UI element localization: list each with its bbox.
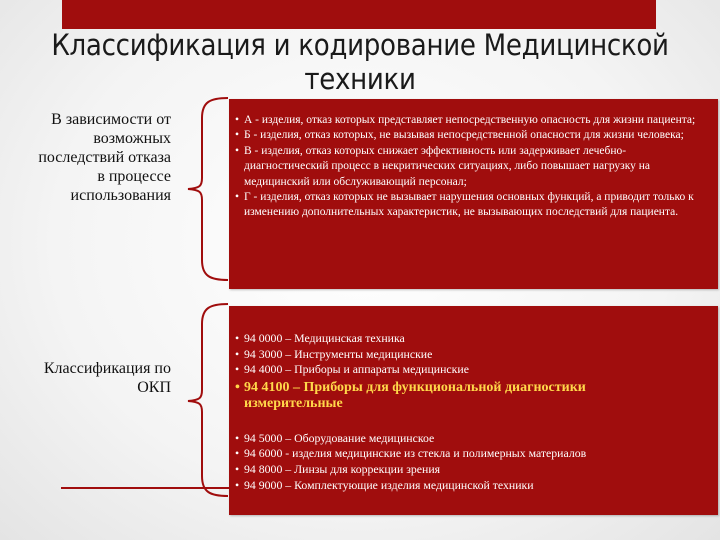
left-brace-1: [184, 96, 234, 282]
divider-line: [61, 487, 229, 489]
list-item: • 94 0000 – Медицинская техника: [235, 331, 710, 347]
highlighted-list-item: • 94 4100 – Приборы для функциональной диагностики измерительные: [235, 380, 710, 412]
top-accent-bar: [62, 0, 656, 29]
left-brace-2: [184, 302, 234, 498]
list-item: • 94 3000 – Инструменты медицинские: [235, 347, 710, 363]
list-item: • 94 5000 – Оборудование медицинское: [235, 431, 710, 447]
criterion-label-okp: Классификация по ОКП: [43, 360, 171, 396]
failure-class-panel: [229, 99, 718, 289]
criterion-label-failure-consequences: В зависимости от возможных последствий отказа в процессе использования: [38, 111, 171, 204]
list-item: • 94 9000 – Комплектующие изделия медицинской техники: [235, 478, 710, 494]
okp-code-panel: [229, 306, 718, 515]
list-item: • В - изделия, отказ которых снижает эффективность или задерживает лечебно-диагностический процесс в некритических ситуациях, либо повышает нагрузку на медицинский или обслуживающий персонал;: [235, 144, 710, 190]
slide-title: Классификация и кодирование Медицинской техники: [51, 28, 669, 96]
list-item: • 94 8000 – Линзы для коррекции зрения: [235, 462, 710, 478]
list-item: • Г - изделия, отказ которых не вызывает нарушения основных функций, а приводит только к изменению дополнительных характеристик, не вызывающих последствий для пациента.: [235, 190, 710, 221]
list-item: • А - изделия, отказ которых представляет непосредственную опасность для жизни пациента;: [235, 113, 710, 128]
list-item: • Б - изделия, отказ которых, не вызывая непосредственной опасности для жизни человека;: [235, 128, 710, 143]
list-item: • 94 6000 - изделия медицинские из стекла и полимерных материалов: [235, 446, 710, 462]
list-item: • 94 4000 – Приборы и аппараты медицинские: [235, 362, 710, 378]
